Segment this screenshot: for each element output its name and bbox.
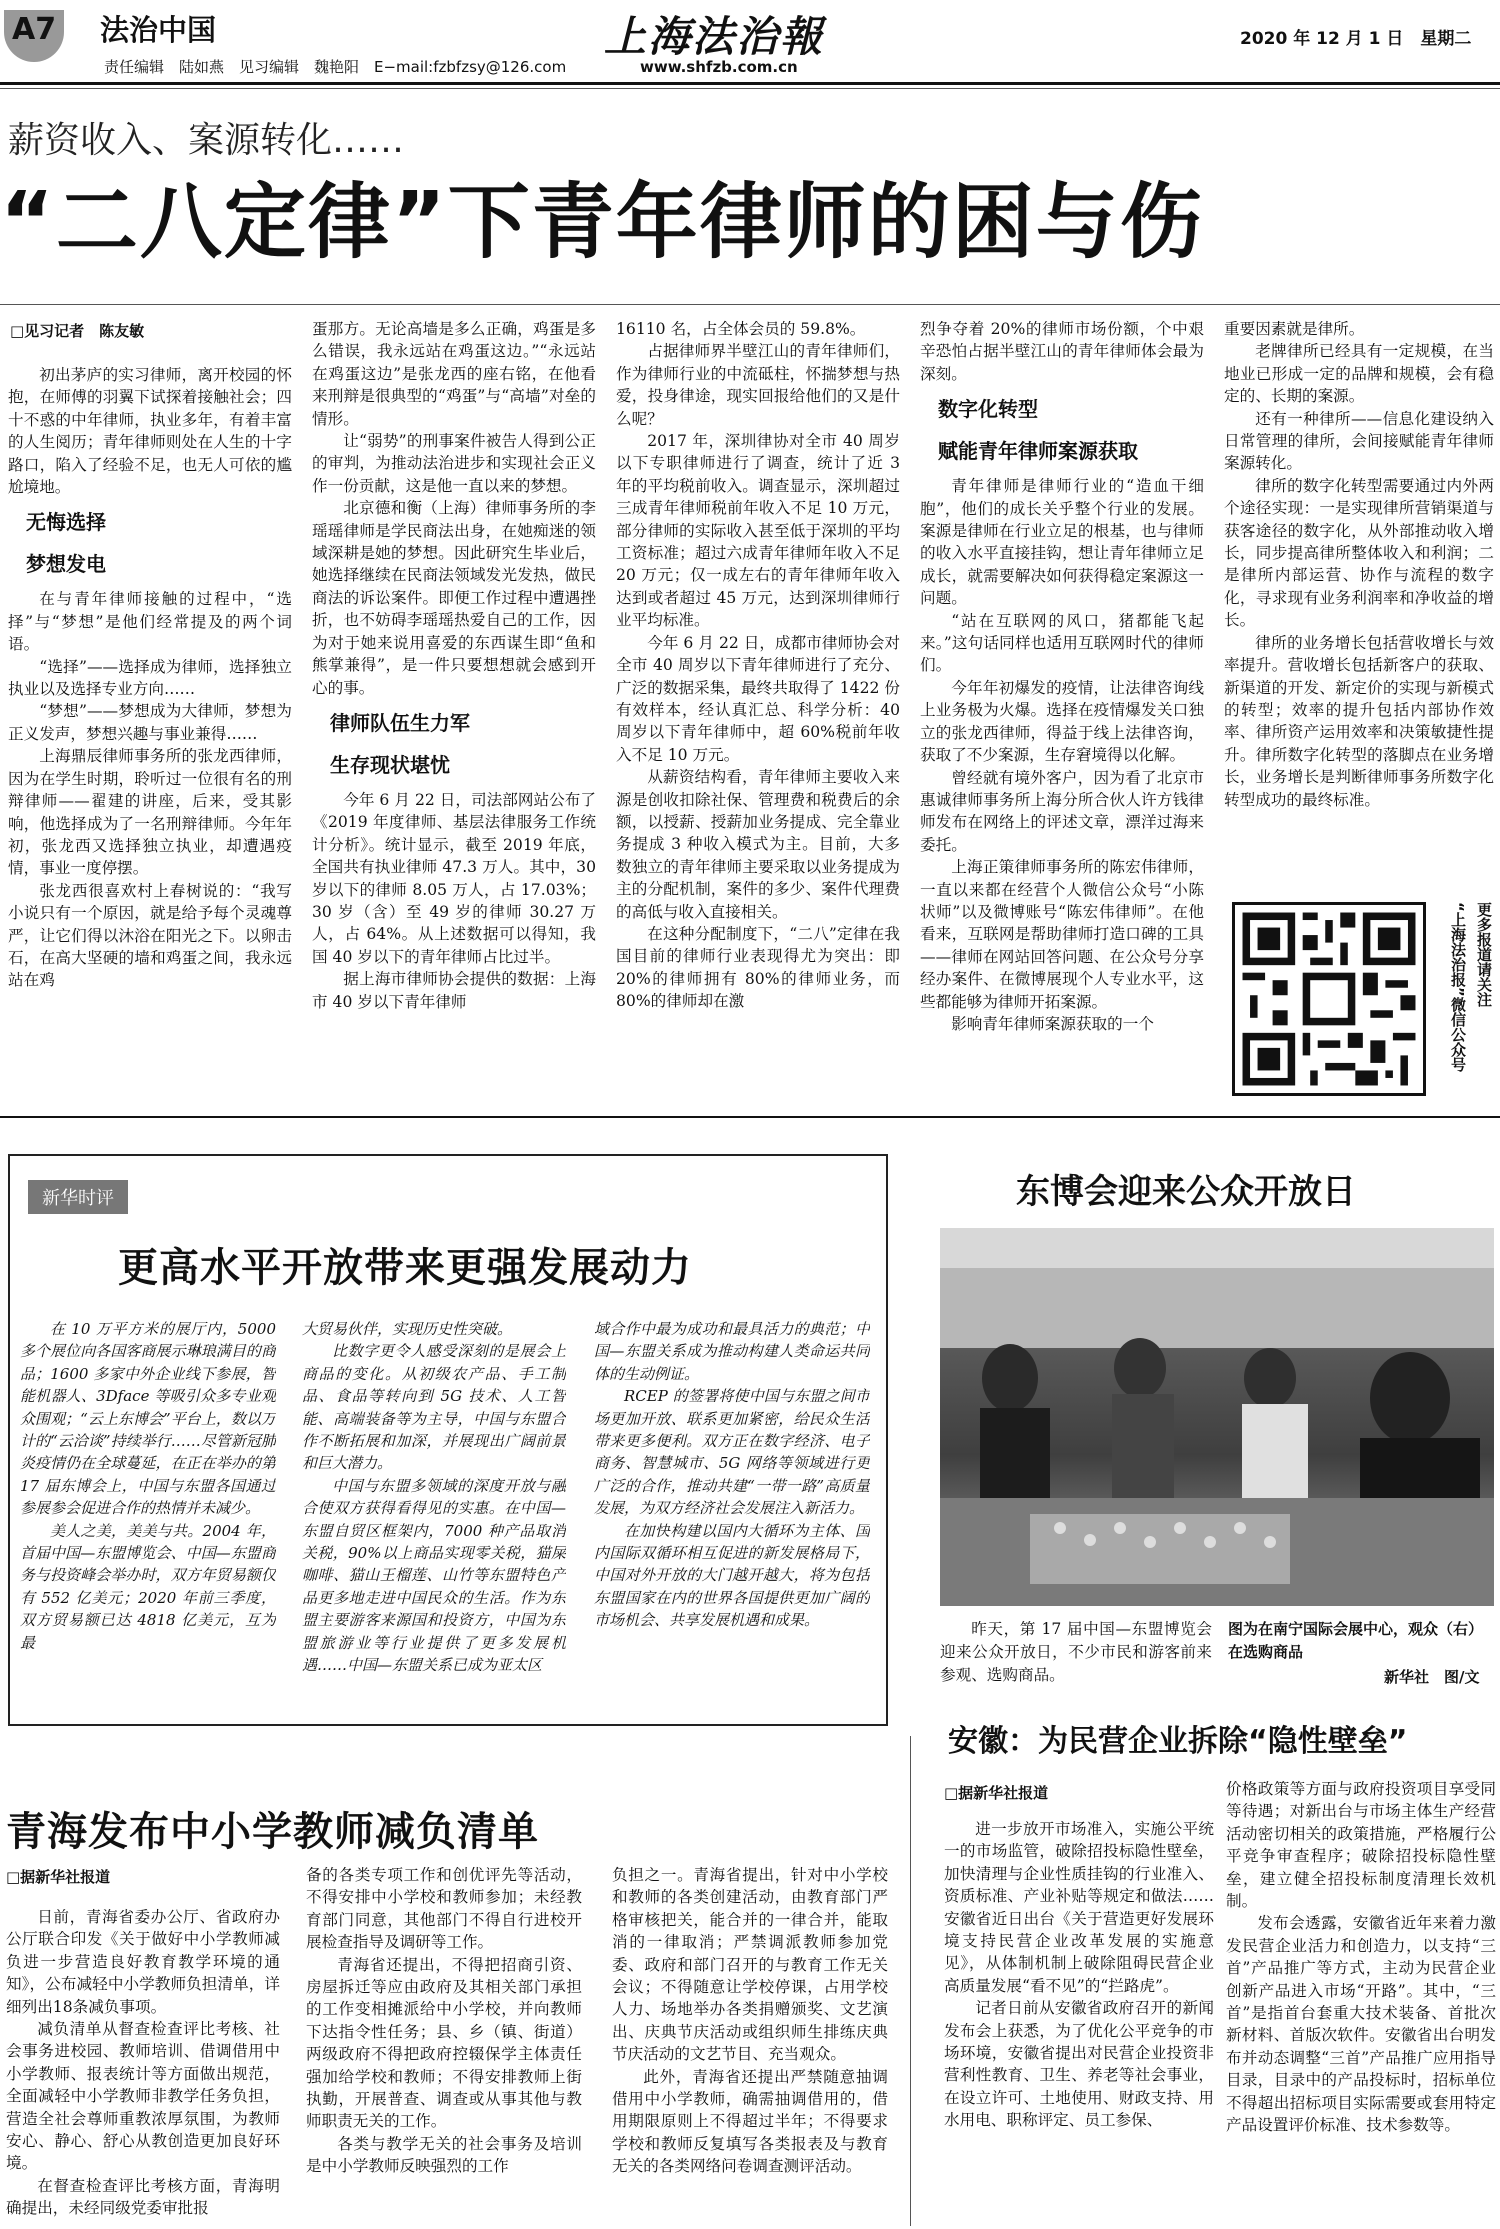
paragraph: 曾经就有境外客户，因为看了北京市惠诚律师事务所上海分所合伙人许方钱律师发布在网络上的评述文章，漂洋过海来委托。: [920, 768, 1204, 854]
paragraph: 今年年初爆发的疫情，让法律咨询线上业务极为火爆。选择在疫情爆发关口独立的张龙西律师，得益于线上法律咨询，获取了不少案源，生存窘境得以化解。: [920, 678, 1204, 765]
article1-column-5: [1224, 318, 1494, 878]
column-divider-bottom: [910, 1736, 911, 2226]
paragraph: 今年 6 月 22 日，成都市律师协会对全市 40 周岁以下青年律师进行了充分、广泛的数据采集，最终共取得了 1422 份有效样本，经认真汇总、科学分析：40 周岁以下青年律师中，超 60%税前年收入不足 10 万元。: [616, 633, 900, 764]
qinghai-column-1: [6, 1906, 280, 2226]
paragraph: 价格政策等方面与政府投资项目享受同等待遇；对新出台与市场主体生产经营活动密切相关的政策措施，严格履行公平竞争审查程序；破除招投标隐性壁垒，建立健全招投标制度清理长效机制。: [1226, 1780, 1496, 1911]
headline-rule: [0, 304, 1500, 305]
subheading: 生存现状堪忧: [330, 752, 450, 777]
paragraph: 让“弱势”的刑事案件被告人得到公正的审判，为推动法治进步和实现社会正义作一份贡献，这是他一直以来的梦想。: [312, 432, 596, 495]
commentary-column-2: [302, 1318, 566, 1714]
qr-caption-b: “上海法治报”微信公众号: [1449, 902, 1467, 1072]
paragraph: 美人之美，美美与共。2004 年，首届中国—东盟博览会、中国—东盟商务与投资峰会举办时，双方年贸易额仅有 552 亿美元；2020 年前三季度，双方贸易额已达 4818 亿美元，互为最: [20, 1521, 276, 1652]
paragraph: “站在互联网的风口，猪都能飞起来。”这句话同样也适用互联网时代的律师们。: [920, 611, 1204, 675]
qinghai-headline: 青海发布中小学教师减负清单: [6, 1809, 539, 1855]
paragraph: 在 10 万平方米的展厅内，5000 多个展位向各国客商展示琳琅满目的商品；1600 多家中外企业线下参展，智能机器人、3Dface 等吸引众多专业观众围观；“云上东博会”平台上，数以万计的“云洽谈”持续举行……尽管新冠肺炎疫情仍在全球蔓延，在正在举办的第 17 届东博会上，中国与东盟各国通过参展参会促进合作的热情并未减少。: [20, 1320, 276, 1518]
paragraph: 在与青年律师接触的过程中，“选择”与“梦想”是他们经常提及的两个词语。: [8, 590, 292, 654]
paragraph: 各类与教学无关的社会事务及培训是中小学教师反映强烈的工作: [306, 2134, 582, 2176]
paragraph: 发布会透露，安徽省近年来着力激发民营企业活力和创造力，以支持“三首”产品推广等方式，主动为民营企业创新产品进入市场“开路”。其中，“三首”是指首台套重大技术装备、首批次新材料、首版次软件。安徽省出台明发布并动态调整“三首”产品推广应用指导目录，目录中的产品投标时，招标单位不得超出招标项目实际需要或套用特定产品设置评价标准、技术参数等。: [1226, 1914, 1496, 2135]
subheading: 无悔选择: [26, 510, 106, 535]
article1-column-1: [8, 364, 292, 1099]
subheading: 数字化转型: [938, 397, 1038, 422]
subheading: 梦想发电: [26, 552, 106, 577]
paragraph: 今年 6 月 22 日，司法部网站公布了《2019 年度律师、基层法律服务工作统计分析》。统计显示，截至 2019 年底，全国共有执业律师 47.3 万人。其中，30 岁以下的律师 8.05 万人，占 17.03%；30 岁（含）至 49 岁的律师 30.27 万人，占 64%。从上述数据可以得知，我国 40 岁以下的青年律师占比过半。: [312, 790, 596, 966]
paragraph: 中国与东盟多领域的深度开放与融合使双方获得看得见的实惠。在中国—东盟自贸区框架内，7000 种产品取消关税，90%以上商品实现零关税，猫屎咖啡、猫山王榴莲、山竹等东盟特色产品更多地走进中国民众的生活。作为东盟主要游客来源国和投资方，中国为东盟旅游业等行业提供了更多发展机遇……中国—东盟关系已成为亚太区: [302, 1476, 566, 1675]
paragraph: 减负清单从督查检查评比考核、社会事务进校园、教师培训、借调借用中小学教师、报表统计等方面做出规范，全面减轻中小学教师非教学任务负担，营造全社会尊师重教浓厚氛围，为教师安心、静心、舒心从教创造更加良好环境。: [6, 2020, 280, 2173]
photo-caption-left: 昨天，第 17 届中国—东盟博览会迎来公众开放日，不少市民和游客前来参观、选购商品。: [940, 1620, 1212, 1684]
section-name: 法治中国: [100, 13, 217, 47]
section-rule: [0, 1116, 1500, 1118]
anhui-column-1: [944, 1818, 1214, 2226]
paragraph: 青年律师是律师行业的“造血干细胞”，他们的成长关乎整个行业的发展。案源是律师在行业立足的根基，也与律师的收入水平直接挂钩，想让青年律师立足成长，就需要解决如何获得稳定案源这一问题。: [920, 477, 1204, 608]
page-number: A7: [12, 12, 57, 47]
qinghai-byline: □据新华社报道: [6, 1868, 111, 1886]
paragraph: 烈争夺着 20%的律师市场份额，个中艰辛恐怕占据半壁江山的青年律师体会最为深刻。: [920, 320, 1204, 383]
article1-column-2: [312, 318, 596, 1098]
expo-photo: [940, 1228, 1494, 1606]
paragraph: 蛋那方。无论高墙是多么正确，鸡蛋是多么错误，我永远站在鸡蛋这边。”“永远站在鸡蛋这边”是张龙西的座右铭，在他看来刑辩是很典型的“鸡蛋”与“高墙”对垒的情形。: [312, 320, 596, 428]
commentary-column-1: [20, 1318, 276, 1714]
paragraph: 张龙西很喜欢村上春树说的：“我写小说只有一个原因，就是给予每个灵魂尊严，让它们得以沐浴在阳光之下。以卵击石，在高大坚硬的墙和鸡蛋之间，我永远站在鸡: [8, 881, 292, 990]
anhui-headline: 安徽：为民营企业拆除“隐性壁垒”: [948, 1724, 1408, 1759]
paragraph: 初出茅庐的实习律师，离开校园的怀抱，在师傅的羽翼下试探着接触社会；四十不惑的中年律师，执业多年，有着丰富的人生阅历；青年律师则处在人生的十字路口，陷入了经验不足，也无人可依的尴尬境地。: [8, 366, 292, 497]
anhui-column-2: [1226, 1778, 1496, 2226]
qinghai-column-2: [306, 1864, 582, 2226]
paragraph: 律所的业务增长包括营收增长与效率提升。营收增长包括新客户的获取、新渠道的开发、新定价的实现与新模式的转型；效率的提升包括内部协作效率、律所资产运用效率和决策敏捷性提升。律所数字化转型的落脚点在业务增长，业务增长是判断律师事务所数字化转型成功的最终标准。: [1224, 633, 1494, 809]
subheading: 律师队伍生力军: [330, 710, 470, 735]
paragraph: 影响青年律师案源获取的一个: [951, 1014, 1154, 1033]
paragraph: 老牌律所已经具有一定规模，在当地业已形成一定的品牌和规模，会有稳定的、长期的案源。: [1224, 342, 1494, 406]
paragraph: 负担之一。青海省提出，针对中小学校和教师的各类创建活动，由教育部门严格审核把关，能合并的一律合并，能取消的一律取消；严禁调派教师参加党委、政府和部门召开的与教育工作无关会议；不得随意让学校停课，占用学校人力、场地举办各类捐赠颁奖、文艺演出、庆典节庆活动或组织师生排练庆典节庆活动的文艺节目、充当观众。: [612, 1866, 888, 2064]
article1-column-3: [616, 318, 900, 1098]
paragraph: “梦想”——梦想成为大律师，梦想为正义发声，梦想兴趣与事业兼得……: [8, 702, 292, 743]
qr-caption-a: 更多报道请关注: [1475, 902, 1493, 1007]
anhui-byline: □据新华社报道: [944, 1784, 1049, 1802]
paragraph: 2017 年，深圳律协对全市 40 周岁以下专职律师进行了调查，统计了近 3 年的平均税前收入。调查显示，深圳超过三成青年律师税前年收入不足 10 万元，部分律师的实际收入甚至低于深圳的平均工资标准；超过六成青年律师年收入不足 20 万元；仅一成左右的青年律师年收入达到或者超过 45 万元，达到深圳律师行业平均标准。: [616, 432, 900, 630]
paragraph: 比数字更令人感受深刻的是展会上商品的变化。从初级农产品、手工制品、食品等转向到 5G 技术、人工智能、高端装备等为主导，中国与东盟合作不断拓展和加深，并展现出广阔前景和巨大潜力。: [302, 1342, 566, 1473]
paragraph: 律所的数字化转型需要通过内外两个途径实现：一是实现律所营销渠道与获客途径的数字化，从外部推动收入增长，同步提高律所整体收入和利润；二是律所内部运营、协作与流程的数字化，寻求现有业务利润率和净收益的增长。: [1224, 476, 1494, 630]
article-headline: “二八定律”下青年律师的困与伤: [0, 175, 1204, 270]
paragraph: 在督查检查评比考核方面，青海明确提出，未经同级党委审批报: [6, 2176, 280, 2218]
paragraph: 还有一种律所——信息化建设纳入日常管理的律所，会间接赋能青年律师案源转化。: [1224, 409, 1494, 473]
paragraph: 上海正策律师事务所的陈宏伟律师，一直以来都在经营个人微信公众号“小陈状师”以及微博账号“陈宏伟律师”。在他看来，互联网是帮助律师打造口碑的工具——律师在网站回答问题、在公众号分享经办案件、在微博展现个人专业水平，这些都能够为律师开拓案源。: [920, 858, 1204, 1011]
photo-story-headline: 东博会迎来公众开放日: [1016, 1172, 1356, 1212]
commentary-tag: 新华时评: [28, 1180, 128, 1214]
issue-date: 2020 年 12 月 1 日 星期二: [1240, 29, 1472, 49]
commentary-column-3: [594, 1318, 870, 1714]
paragraph: 占据律师界半壁江山的青年律师们，作为律师行业的中流砥柱，怀揣梦想与热爱，投身律途，现实回报给他们的又是什么呢？: [616, 342, 900, 428]
qr-code[interactable]: [1232, 902, 1426, 1096]
photo-credit: 新华社 图/文: [1384, 1668, 1480, 1686]
paragraph: 备的各类专项工作和创优评先等活动，不得安排中小学校和教师参加；未经教育部门同意，其他部门不得自行进校开展检查指导及调研等工作。: [306, 1866, 582, 1952]
commentary-headline: 更高水平开放带来更强发展动力: [118, 1245, 692, 1291]
paragraph: 在加快构建以国内大循环为主体、国内国际双循环相互促进的新发展格局下，中国对外开放的大门越开越大，将为包括东盟国家在内的世界各国提供更加广阔的市场机会、共享发展机遇和成果。: [594, 1521, 870, 1630]
paragraph: 大贸易伙伴，实现历史性突破。: [302, 1320, 513, 1338]
paragraph: 在这种分配制度下，“二八”定律在我国目前的律师行业表现得尤为突出：即 20%的律师拥有 80%的律师业务，而 80%的律师却在激: [616, 924, 900, 1011]
paragraph: 北京德和衡（上海）律师事务所的李瑶瑶律师是学民商法出身，在她痴迷的领域深耕是她的梦想。因此研究生毕业后，她选择继续在民商法领域发光发热，做民商法的诉讼案件。即便工作过程中遭遇挫折，也不妨碍李瑶瑶热爱自己的工作，因为对于她来说用喜爱的东西谋生即“鱼和熊掌兼得”，是一件只要想想就会感到开心的事。: [312, 499, 596, 697]
paragraph: 青海省还提出，不得把招商引资、房屋拆迁等应由政府及其相关部门承担的工作变相摊派给中小学校，并向教师下达指令性任务；县、乡（镇、街道）两级政府不得把政府控辍保学主体责任强加给学校和教师；不得安排教师上街执勤，开展普查、调查或从事其他与教师职责无关的工作。: [306, 1955, 582, 2131]
qr-code-pattern: [1235, 905, 1423, 1093]
photo-caption-right: 图为在南宁国际会展中心，观众（右）在选购商品: [1228, 1620, 1484, 1661]
website: www.shfzb.com.cn: [640, 58, 798, 76]
paragraph: RCEP 的签署将使中国与东盟之间市场更加开放、联系更加紧密，给民众生活带来更多便利。双方正在数字经济、电子商务、智慧城市、5G 网络等领域进行更广泛的合作，推动共建“一带一路”高质量发展，为双方经济社会发展注入新活力。: [594, 1387, 870, 1518]
paragraph: 重要因素就是律所。: [1224, 320, 1365, 338]
header-rule-thin: [0, 88, 1500, 89]
paragraph: 进一步放开市场准入，实施公平统一的市场监管，破除招投标隐性壁垒，加快清理与企业性质挂钩的行业准入、资质标准、产业补贴等规定和做法……安徽省近日出台《关于营造更好发展环境支持民营企业改革发展的实施意见》，从体制机制上破除阻碍民营企业高质量发展“看不见”的“拦路虎”。: [944, 1820, 1214, 1995]
paragraph: 日前，青海省委办公厅、省政府办公厅联合印发《关于做好中小学教师减负进一步营造良好教育教学环境的通知》，公布减轻中小学教师负担清单，详细列出18条减负事项。: [6, 1908, 280, 2016]
paragraph: 此外，青海省还提出严禁随意抽调借用中小学教师，确需抽调借用的，借用期限原则上不得超过半年；不得要求学校和教师反复填写各类报表及与教育无关的各类网络问卷调查测评活动。: [612, 2067, 888, 2176]
paragraph: 域合作中最为成功和最具活力的典范；中国—东盟关系成为推动构建人类命运共同体的生动例证。: [594, 1320, 870, 1383]
paragraph: 记者日前从安徽省政府召开的新闻发布会上获悉，为了优化公平竞争的市场环境，安徽省提出对民营企业投资非营利性教育、卫生、养老等社会事业，在设立许可、土地使用、财政支持、用水用电、职称评定、员工参保、: [944, 1999, 1214, 2130]
header-rule: [0, 82, 1500, 85]
editors-line: 责任编辑 陆如燕 见习编辑 魏艳阳 E−mail:fzbfzsy@126.com: [104, 58, 567, 76]
paragraph: 据上海市律师协会提供的数据：上海市 40 岁以下青年律师: [312, 970, 596, 1011]
article1-column-4: [920, 318, 1204, 1098]
masthead-logo: 上海法治報: [604, 12, 825, 61]
article-kicker: 薪资收入、案源转化……: [8, 120, 405, 161]
subheading: 赋能青年律师案源获取: [938, 439, 1138, 464]
article-byline: □见习记者 陈友敏: [10, 322, 145, 340]
paragraph: “选择”——选择成为律师，选择独立执业以及选择专业方向……: [8, 657, 292, 699]
paragraph: 从薪资结构看，青年律师主要收入来源是创收扣除社保、管理费和税费后的余额，以授薪、授薪加业务提成、完全靠业务提成 3 种收入模式为主。目前，大多数独立的青年律师主要采取以业务提成为主的分配机制，案件的多少、案件代理费的高低与收入直接相关。: [616, 768, 900, 921]
expo-photo-illustration: [940, 1228, 1494, 1606]
paragraph: 上海鼎辰律师事务所的张龙西律师，因为在学生时期，聆听过一位很有名的刑辩律师——翟建的讲座，后来，受其影响，他选择成为了一名刑辩律师。今年年初，张龙西又选择独立执业，却遭遇疫情，事业一度停摆。: [8, 747, 292, 878]
qinghai-column-3: [612, 1864, 888, 2226]
paragraph: 16110 名，占全体会员的 59.8%。: [616, 320, 866, 338]
